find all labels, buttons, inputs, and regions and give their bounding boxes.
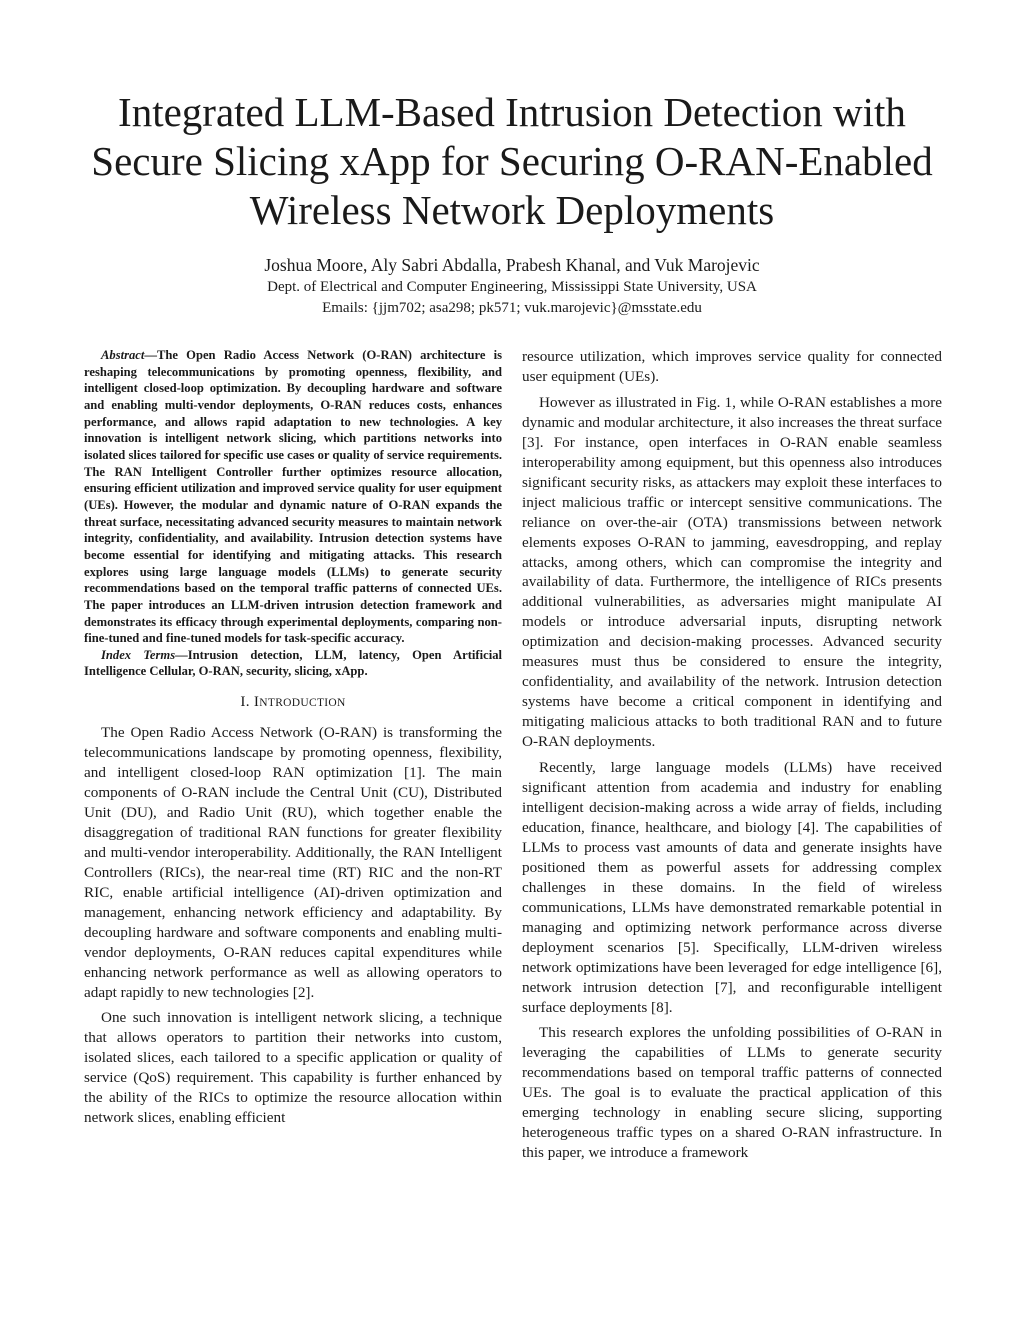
abstract-text: —The Open Radio Access Network (O-RAN) architecture is reshaping telecommunications by promoting openness, flexibility, and intelligent closed-loop optimization. By decoupling hardware and software and enabling multi-vendor deployments, O-RAN reduces costs, enhances performance, and allows rapid adaptation to new technologies. A key innovation is intelligent network slicing, which partitions networks into isolated slices tailored for specific use cases or quality of service requirements. The RAN Intelligent Controller further optimizes resource allocation, ensuring efficient utilization and improved service quality for user equipment (UEs). However, the modular and dynamic nature of O-RAN expands the threat surface, necessitating advanced security measures to maintain network integrity, confidentiality, and availability. Intrusion detection systems have become essential for identifying and mitigating attacks. This research explores using large language models (LLMs) to generate security recommendations based on the temporal traffic patterns of connected UEs. The paper introduces an LLM-driven intrusion detection framework and demonstrates its efficacy through experimental deployments, comparing non-fine-tuned and fine-tuned models for task-specific accuracy.: [84, 348, 502, 646]
right-column: [522, 347, 942, 1169]
index-terms-label: Index Terms: [101, 647, 176, 662]
section-heading-introduction: [84, 692, 502, 713]
abstract-label: Abstract: [101, 348, 145, 362]
author-list: Joshua Moore, Aly Sabri Abdalla, Prabesh Khanal, and Vuk Marojevic: [264, 255, 760, 275]
abstract: [84, 347, 502, 647]
section-title-initial: I: [253, 693, 260, 711]
section-title-smallcaps: NTRODUCTION: [259, 697, 346, 710]
left-column: [84, 347, 502, 1134]
paper-title: Integrated LLM-Based Intrusion Detection with Secure Slicing xApp for Securing O-RAN-Enabled Wireless Network Deployments: [91, 89, 933, 233]
index-terms-text: —Intrusion detection, LLM, latency, Open Artificial Intelligence Cellular, O-RAN, security, slicing, xApp.: [84, 647, 502, 679]
intro-paragraph-3: However as illustrated in Fig. 1, while O-RAN establishes a more dynamic and modular architecture, it also increases the threat surface [3]. For instance, open interfaces in O-RAN enable seamless interoperability among equipment, but this openness also introduces significant security risks, as attackers may exploit these interfaces to inject malicious traffic or intercept sensitive communications. The reliance on over-the-air (OTA) transmissions between network elements exposes O-RAN to jamming, eavesdropping, and replay attacks, among others, which can compromise the integrity and availability of data. Furthermore, the intelligence of RICs presents additional vulnerabilities, as adversaries might manipulate AI models or introduce adversarial inputs, disrupting network optimization and decision-making processes. Advanced security measures must thus be considered to ensure the integrity, confidentiality, and availability of the network. Intrusion detection systems have become a critical component in identifying and mitigating malicious attacks to both traditional RAN and to future O-RAN deployments.: [522, 393, 942, 751]
intro-paragraph-4: Recently, large language models (LLMs) have received significant attention from academia and industry for enabling intelligent decision-making across a wide array of fields, including education, finance, healthcare, and biology [4]. The capabilities of LLMs to process vast amounts of data and generate insights have positioned them as powerful assets for addressing complex challenges in these domains. In the field of wireless communications, LLMs have demonstrated remarkable potential in managing and optimizing network performance across diverse deployment scenarios [5]. Specifically, LLM-driven wireless network optimizations have been leveraged for edge intelligence [6], network intrusion detection [7], and reconfigurable intelligent surface deployments [8].: [522, 759, 942, 1016]
index-terms: [84, 647, 502, 680]
affiliation: Dept. of Electrical and Computer Engineering, Mississippi State University, USA: [267, 279, 757, 295]
intro-paragraph-5: This research explores the unfolding possibilities of O-RAN in leveraging the capabilities of LLMs to generate security recommendations based on temporal traffic patterns of connected UEs. The goal is to evaluate the practical application of this emerging technology in enabling secure slicing, supporting heterogeneous traffic types on a shared O-RAN infrastructure. In this paper, we introduce a framework: [522, 1024, 942, 1162]
intro-paragraph-2-continued: resource utilization, which improves service quality for connected user equipment (UEs).: [522, 348, 942, 385]
intro-paragraph-2: One such innovation is intelligent network slicing, a technique that allows operators to partition their networks into custom, isolated slices, each tailored to a specific application or quality of service (QoS) requirement. This capability is further enhanced by the ability of the RICs to optimize the resource allocation within network slices, enabling efficient: [84, 1009, 502, 1127]
intro-paragraph-1: The Open Radio Access Network (O-RAN) is transforming the telecommunications landscape by promoting openness, flexibility, and intelligent closed-loop RAN optimization [1]. The main components of O-RAN include the Central Unit (CU), Distributed Unit (DU), and Radio Unit (RU), which together enable the disaggregation of traditional RAN functions for greater flexibility and multi-vendor interoperability. Additionally, the RAN Intelligent Controllers (RICs), the near-real time (RT) RIC and the non-RT RIC, enable artificial intelligence (AI)-driven optimization and management, enhancing network efficiency and adaptability. By decoupling hardware and software components and enabling multi-vendor deployments, O-RAN reduces capital expenditures while enhancing network performance as well as allowing operators to adapt rapidly to new technologies [2].: [84, 724, 502, 1001]
section-number: I.: [240, 693, 250, 711]
email-addresses: Emails: {jjm702; asa298; pk571; vuk.marojevic}@msstate.edu: [322, 300, 702, 316]
